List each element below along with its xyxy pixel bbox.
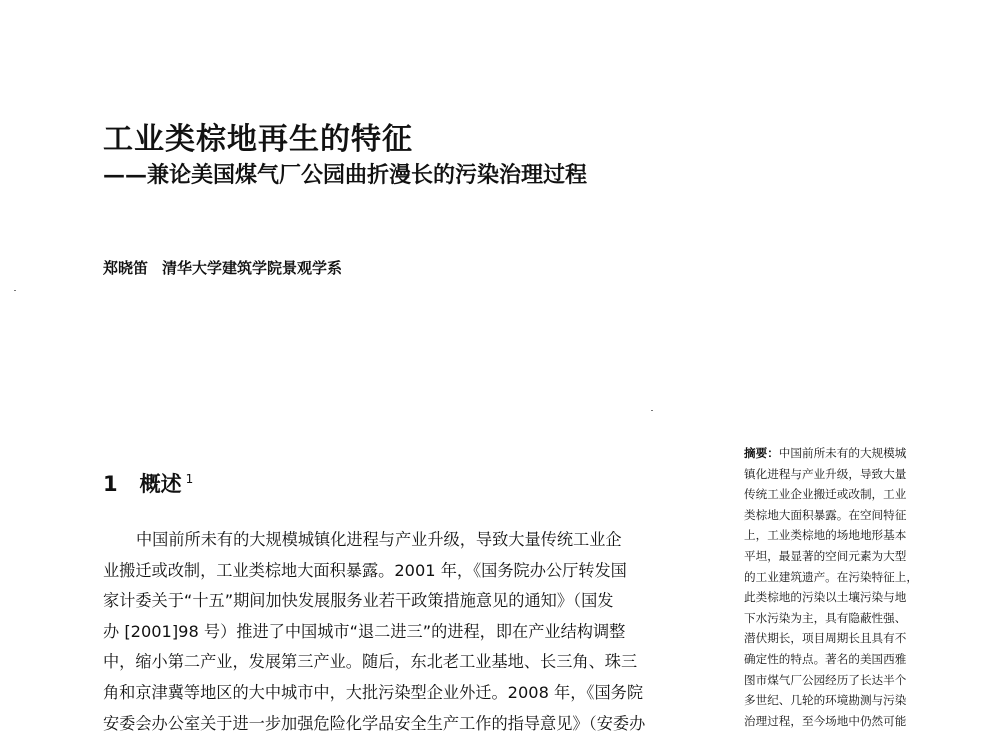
- abstract-line: 潜伏期长，项目周期长且具有不: [744, 631, 907, 646]
- scan-speck: [14, 290, 16, 291]
- abstract-line: 治理过程，至今场地中仍然可能: [744, 713, 907, 728]
- abstract-line: 下水污染为主，具有隐蔽性强、: [744, 610, 907, 625]
- paper-title: 工业类棕地再生的特征: [103, 122, 413, 157]
- abstract-line: 镇化进程与产业升级，导致大量: [744, 466, 907, 481]
- body-line: 办 [2001]98 号）推进了中国城市“退二进三”的进程，即在产业结构调整: [103, 621, 626, 641]
- paper-subtitle: ——兼论美国煤气厂公园曲折漫长的污染治理过程: [103, 162, 588, 188]
- body-line: 业搬迁或改制，工业类棕地大面积暴露。2001 年，《国务院办公厅转发国: [103, 560, 627, 580]
- footnote-mark: 1: [185, 472, 194, 486]
- abstract-line: 此类棕地的污染以土壤污染与地: [744, 590, 907, 605]
- abstract-line: 上，工业类棕地的场地地形基本: [744, 528, 907, 543]
- abstract-line: 的工业建筑遗产。在污染特征上，: [744, 569, 918, 584]
- body-paragraph: [103, 525, 718, 739]
- body-line: 中，缩小第二产业，发展第三产业。随后，东北老工业基地、长三角、珠三: [103, 652, 638, 672]
- body-line: 安委会办公室关于进一步加强危险化学品安全生产工作的指导意见》（安委办: [103, 713, 646, 733]
- abstract-line: 多世纪、几轮的环境勘测与污染: [744, 693, 907, 708]
- body-line: 中国前所未有的大规模城镇化进程与产业升级，导致大量传统工业企: [136, 530, 622, 549]
- abstract-line: 图市煤气厂公园经历了长达半个: [744, 672, 907, 687]
- author-name: 郑晓笛: [103, 259, 149, 277]
- abstract-line: 确定性的特点。著名的美国西雅: [744, 651, 907, 666]
- abstract-sidebar: [744, 443, 944, 731]
- abstract-line: 摘要：中国前所未有的大规模城: [744, 446, 907, 460]
- section-heading: [103, 468, 193, 498]
- section-title: 概述: [139, 472, 182, 496]
- body-line: 角和京津冀等地区的大中城市中，大批污染型企业外迁。2008 年，《国务院: [103, 682, 644, 702]
- abstract-line: 类棕地大面积暴露。在空间特征: [744, 507, 907, 522]
- abstract-label: 摘要：: [744, 446, 779, 460]
- scan-speck: [651, 410, 653, 411]
- abstract-line: 传统工业企业搬迁或改制，工业: [744, 487, 907, 502]
- author-affiliation: 清华大学建筑学院景观学系: [162, 259, 343, 277]
- author-line: [103, 257, 342, 278]
- section-number: 1: [103, 472, 118, 496]
- abstract-line: 平坦，最显著的空间元素为大型: [744, 548, 907, 563]
- body-line: 家计委关于“十五”期间加快发展服务业若干政策措施意见的通知》（国发: [103, 591, 614, 611]
